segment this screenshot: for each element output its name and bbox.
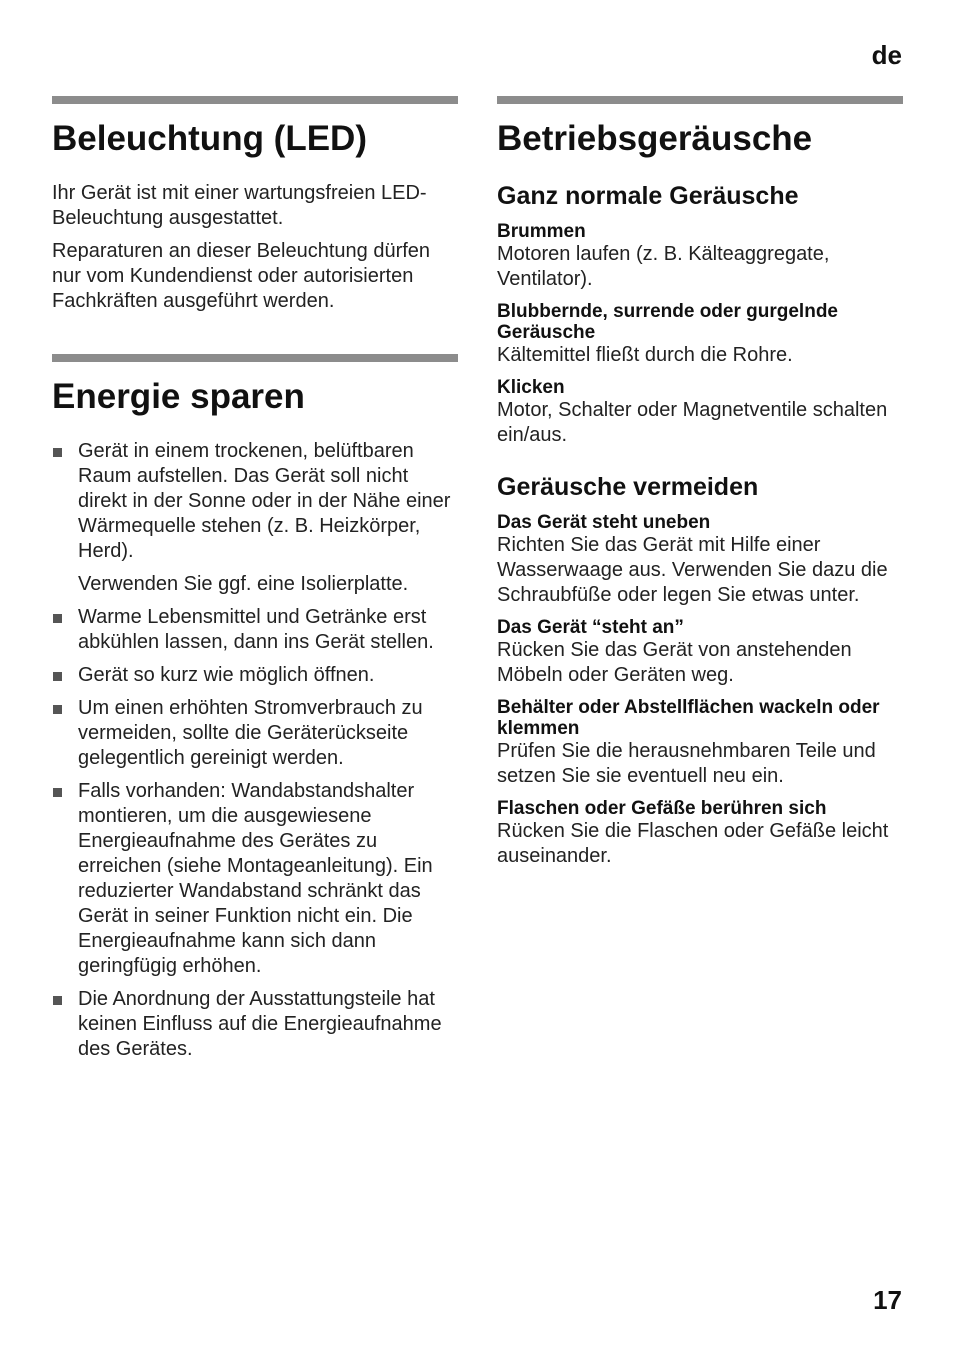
square-bullet-icon — [53, 705, 62, 714]
entry-title: Behälter oder Abstellflächen wackeln oder klemmen — [497, 697, 880, 739]
section-rule — [497, 96, 903, 104]
entry-text: Prüfen Sie die herausnehmbaren Teile und setzen Sie sie eventuell neu ein. — [497, 740, 876, 787]
entry-title: Klicken — [497, 377, 565, 398]
section-rule — [52, 96, 458, 104]
square-bullet-icon — [53, 614, 62, 623]
noise-entry — [497, 798, 903, 869]
list-item-text: Die Anordnung der Ausstattungsteile hat keinen Einfluss auf die Energieaufnahme des Gerätes. — [78, 988, 442, 1060]
list-item-text: Gerät in einem trockenen, belüftbaren Raum aufstellen. Das Gerät soll nicht direkt in der Sonne oder in der Nähe einer Wärmequelle stehen (z. B. Heizkörper, Herd). — [78, 440, 451, 562]
entry-text: Motoren laufen (z. B. Kälteaggregate, Ventilator). — [497, 243, 830, 290]
energy-list — [52, 605, 458, 1062]
right-column — [497, 96, 903, 893]
square-bullet-icon — [53, 788, 62, 797]
list-item-text: Warme Lebensmittel und Getränke erst abkühlen lassen, dann ins Gerät stellen. — [78, 606, 434, 653]
list-item-text: Um einen erhöhten Stromverbrauch zu vermeiden, sollte die Geräterückseite gelegentlich gereinigt werden. — [78, 697, 423, 769]
left-column — [52, 96, 458, 1102]
led-title: Beleuchtung (LED) — [52, 119, 367, 158]
page-number: 17 — [873, 1285, 902, 1315]
list-item — [52, 439, 458, 564]
noise-entry — [497, 697, 903, 789]
list-item-text: Gerät so kurz wie möglich öffnen. — [78, 664, 375, 686]
entry-title: Brummen — [497, 221, 586, 242]
list-item — [52, 663, 458, 688]
noise-entry — [497, 301, 903, 368]
noise-entry — [497, 512, 903, 608]
list-item — [52, 696, 458, 771]
entry-title: Das Gerät “steht an” — [497, 617, 684, 638]
normal-noise-subsection — [497, 181, 903, 448]
section-rule — [52, 354, 458, 362]
avoid-noise-subsection — [497, 472, 903, 869]
noise-title: Betriebsgeräusche — [497, 119, 813, 158]
led-paragraph: Reparaturen an dieser Beleuchtung dürfen nur vom Kundendienst oder autorisierten Fachkräften ausgeführt werden. — [52, 240, 431, 312]
noise-entry — [497, 221, 903, 292]
entry-text: Rücken Sie das Gerät von anstehenden Möbeln oder Geräten weg. — [497, 639, 852, 686]
list-item — [52, 605, 458, 655]
led-section — [52, 96, 458, 314]
entry-text: Motor, Schalter oder Magnetventile schalten ein/aus. — [497, 399, 888, 446]
entry-text: Kältemittel fließt durch die Rohre. — [497, 344, 793, 366]
led-paragraph: Ihr Gerät ist mit einer wartungsfreien LED-Beleuchtung ausgestattet. — [52, 182, 427, 229]
list-sub-note: Verwenden Sie ggf. eine Isolierplatte. — [78, 573, 409, 595]
language-tag: de — [871, 40, 902, 70]
avoid-noise-heading: Geräusche vermeiden — [497, 473, 759, 501]
entry-text: Rücken Sie die Flaschen oder Gefäße leicht auseinander. — [497, 820, 889, 867]
list-item — [52, 987, 458, 1062]
entry-title: Das Gerät steht uneben — [497, 512, 711, 533]
list-item — [52, 779, 458, 979]
energy-list — [52, 439, 458, 564]
normal-noise-heading: Ganz normale Geräusche — [497, 182, 799, 210]
noise-entry — [497, 617, 903, 688]
energy-section — [52, 354, 458, 1062]
energy-title: Energie sparen — [52, 377, 305, 416]
list-item-text: Falls vorhanden: Wandabstandshalter montieren, um die ausgewiesene Energieaufnahme des Gerätes zu erreichen (siehe Montageanleitung). Ein reduzierter Wandabstand schränkt das Gerät in seiner Funktion nicht ein. Die Energieaufnahme kann sich dann geringfügig erhöhen. — [78, 780, 433, 977]
noise-entry — [497, 377, 903, 448]
entry-title: Flaschen oder Gefäße berühren sich — [497, 798, 827, 819]
entry-text: Richten Sie das Gerät mit Hilfe einer Wasserwaage aus. Verwenden Sie dazu die Schraubfüße oder legen Sie etwas unter. — [497, 534, 888, 606]
square-bullet-icon — [53, 448, 62, 457]
square-bullet-icon — [53, 672, 62, 681]
square-bullet-icon — [53, 996, 62, 1005]
entry-title: Blubbernde, surrende oder gurgelnde Geräusche — [497, 301, 838, 343]
